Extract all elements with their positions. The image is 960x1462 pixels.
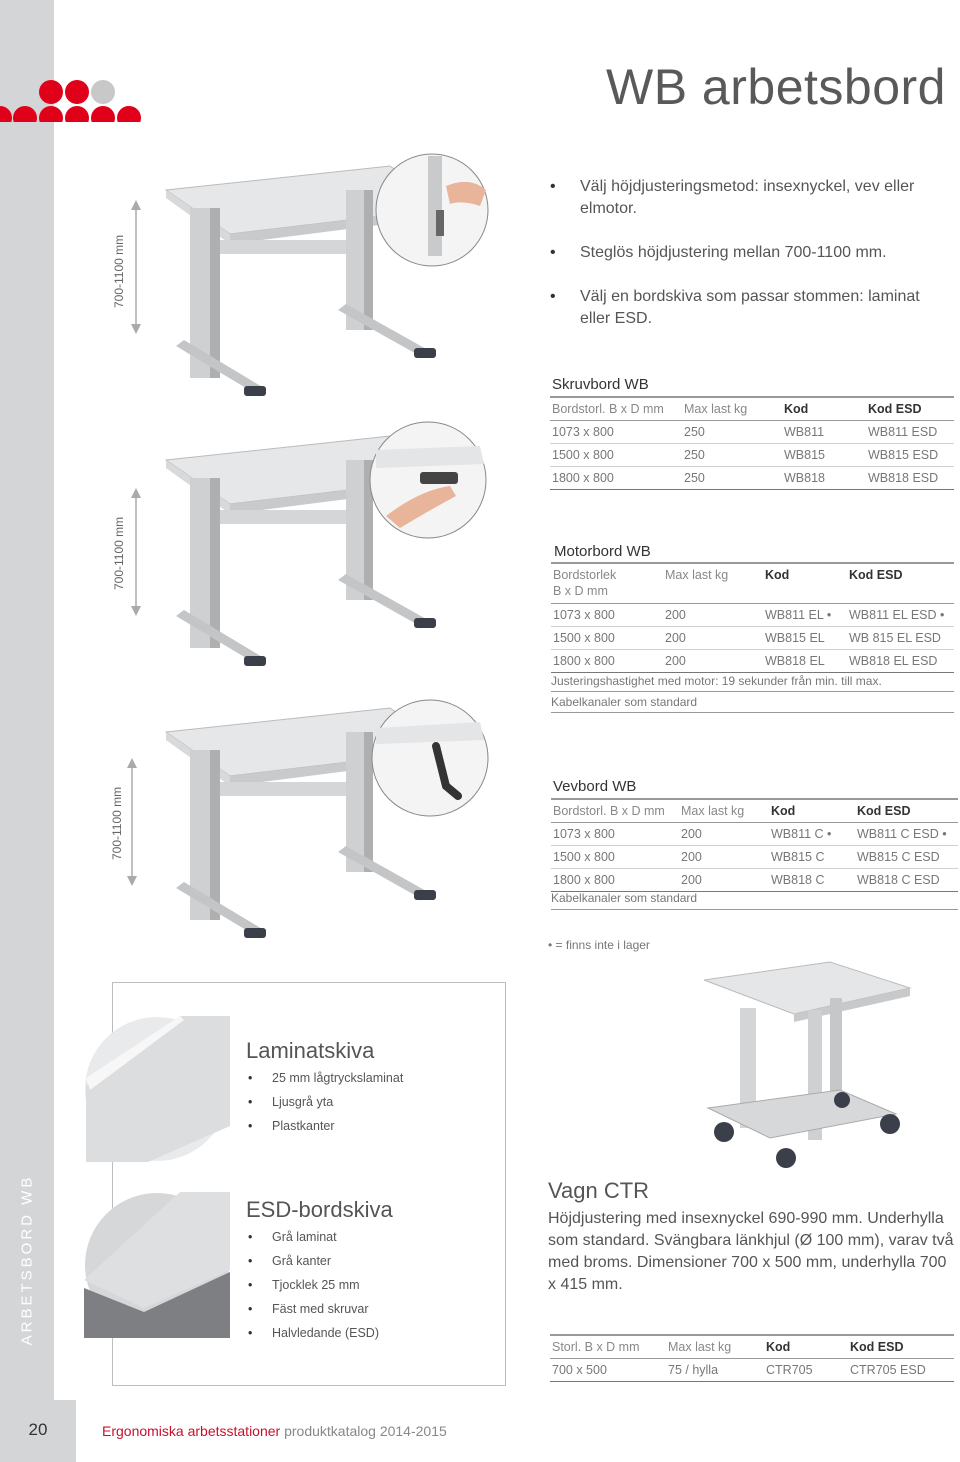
table-cell: WB815 — [782, 444, 866, 467]
table-cell: WB811 EL ESD • — [847, 603, 954, 626]
table-row — [551, 649, 954, 672]
table-cell: WB 815 EL ESD — [847, 626, 954, 649]
table-cell: WB818 ESD — [866, 467, 954, 490]
vevbord-title: Vevbord WB — [553, 778, 637, 795]
column-header: Kod — [764, 1335, 848, 1359]
table-cell: WB815 EL — [763, 626, 847, 649]
table-cell: 75 / hylla — [666, 1359, 764, 1382]
table-cell: WB818 C ESD — [855, 869, 958, 892]
table-cell: 1073 x 800 — [551, 823, 679, 846]
column-header: Kod ESD — [866, 397, 954, 421]
screw-table-image — [150, 150, 490, 410]
table-cell: WB811 — [782, 421, 866, 444]
table-row — [550, 1359, 954, 1382]
motor-table-image — [150, 420, 490, 680]
table-cell: 200 — [663, 649, 763, 672]
esd-sample-image — [84, 1192, 230, 1338]
table-cell: WB815 ESD — [866, 444, 954, 467]
table-cell: 200 — [663, 603, 763, 626]
list-item: • Plastkanter — [248, 1114, 403, 1138]
table-cell: WB811 EL • — [763, 603, 847, 626]
column-header: Max last kg — [679, 799, 769, 823]
motorbord-title: Motorbord WB — [554, 543, 651, 560]
table-cell: 1500 x 800 — [551, 626, 663, 649]
footer — [102, 1423, 447, 1439]
table-cell: WB811 C • — [769, 823, 855, 846]
column-header — [551, 563, 663, 603]
list-item: • Halvledande (ESD) — [248, 1321, 379, 1345]
list-item: • Grå laminat — [248, 1225, 379, 1249]
vevbord-table — [551, 798, 958, 892]
skruvbord-table — [550, 396, 954, 490]
table-cell: WB815 C — [769, 846, 855, 869]
page-number: 20 — [28, 1420, 48, 1439]
table-cell: WB818 C — [769, 869, 855, 892]
table-cell: 1800 x 800 — [551, 869, 679, 892]
table-cell: CTR705 ESD — [848, 1359, 954, 1382]
height-arrow — [126, 488, 146, 638]
column-header: Kod ESD — [848, 1335, 954, 1359]
column-header: Kod — [763, 563, 847, 603]
dimension-label: 700-1100 mm — [112, 234, 126, 308]
list-item: • 25 mm lågtryckslaminat — [248, 1066, 403, 1090]
trolley-image — [690, 958, 920, 1198]
table-cell: 1500 x 800 — [551, 846, 679, 869]
table-cell: 250 — [682, 421, 782, 444]
vagn-description: Höjdjustering med insexnyckel 690-990 mm. Underhylla som standard. Svängbara länkhjul (Ø 100 mm), varav två med broms. Dimensioner 700 x 500 mm, underhylla 700 x 415 mm. — [548, 1210, 954, 1293]
table-cell: CTR705 — [764, 1359, 848, 1382]
column-header: Storl. B x D mm — [550, 1335, 666, 1359]
table-cell: WB811 C ESD • — [855, 823, 958, 846]
intro-bullet: • Välj en bordskiva som passar stommen: laminat eller ESD. — [548, 286, 928, 330]
table-cell: 1800 x 800 — [551, 649, 663, 672]
intro-bullet: • Välj höjdjusteringsmetod: insexnyckel, vev eller elmotor. — [548, 176, 928, 220]
column-header: Kod — [782, 397, 866, 421]
table-cell: 1500 x 800 — [550, 444, 682, 467]
brand-logo — [0, 38, 150, 122]
intro-bullets — [548, 176, 928, 352]
table-cell: 1800 x 800 — [550, 467, 682, 490]
vagn-table — [550, 1334, 954, 1382]
footer-catalog-name: Ergonomiska arbetsstationer — [102, 1423, 281, 1439]
skruvbord-title: Skruvbord WB — [552, 376, 649, 393]
header-text: Bordstorlek — [553, 568, 617, 583]
column-header: Max last kg — [666, 1335, 764, 1359]
esd-title: ESD-bordskiva — [246, 1197, 393, 1222]
footer-catalog-year: produktkatalog 2014-2015 — [284, 1423, 447, 1439]
intro-bullet: • Steglös höjdjustering mellan 700-1100 mm. — [548, 242, 928, 264]
sidebar-label: ARBETSBORD WB — [18, 1174, 36, 1346]
column-header: Bordstorl. B x D mm — [551, 799, 679, 823]
table-row — [551, 846, 958, 869]
table-row — [551, 603, 954, 626]
column-header: Max last kg — [663, 563, 763, 603]
header-subtext: B x D mm — [553, 584, 608, 599]
table-cell: 200 — [679, 869, 769, 892]
table-cell: WB818 — [782, 467, 866, 490]
table-row — [550, 467, 954, 490]
crank-table-image — [150, 692, 490, 952]
table-row — [550, 421, 954, 444]
list-item: • Ljusgrå yta — [248, 1090, 403, 1114]
page-title: WB arbetsbord — [606, 59, 946, 115]
table-cell: WB818 EL ESD — [847, 649, 954, 672]
motorbord-table — [551, 562, 954, 673]
table-cell: 1073 x 800 — [551, 603, 663, 626]
dimension-label: 700-1100 mm — [110, 786, 124, 860]
column-header: Kod ESD — [847, 563, 954, 603]
table-row — [551, 823, 958, 846]
column-header: Kod — [769, 799, 855, 823]
table-cell: 700 x 500 — [550, 1359, 666, 1382]
table-cell: 250 — [682, 467, 782, 490]
table-row — [550, 444, 954, 467]
vagn-title: Vagn CTR — [548, 1178, 650, 1203]
dimension-label: 700-1100 mm — [112, 516, 126, 590]
table-cell: WB818 EL — [763, 649, 847, 672]
table-cell: 200 — [663, 626, 763, 649]
motor-cable-note: Kabelkanaler som standard — [551, 693, 954, 713]
column-header: Max last kg — [682, 397, 782, 421]
laminat-list — [248, 1066, 403, 1138]
table-cell: 200 — [679, 823, 769, 846]
esd-list — [248, 1225, 379, 1345]
column-header: Kod ESD — [855, 799, 958, 823]
table-cell: WB811 ESD — [866, 421, 954, 444]
list-item: • Tjocklek 25 mm — [248, 1273, 379, 1297]
list-item: • Fäst med skruvar — [248, 1297, 379, 1321]
table-cell: WB815 C ESD — [855, 846, 958, 869]
table-cell: 200 — [679, 846, 769, 869]
height-arrow — [126, 200, 146, 350]
stock-note: • = finns inte i lager — [548, 938, 650, 952]
vevbord-cable-note: Kabelkanaler som standard — [551, 888, 958, 910]
table-cell: 250 — [682, 444, 782, 467]
table-row — [551, 626, 954, 649]
table-cell: 1073 x 800 — [550, 421, 682, 444]
laminate-sample-image — [84, 1016, 230, 1162]
laminat-title: Laminatskiva — [246, 1038, 375, 1063]
motor-speed-note: Justeringshastighet med motor: 19 sekunder från min. till max. — [551, 672, 954, 692]
height-arrow — [122, 758, 142, 908]
column-header: Bordstorl. B x D mm — [550, 397, 682, 421]
list-item: • Grå kanter — [248, 1249, 379, 1273]
